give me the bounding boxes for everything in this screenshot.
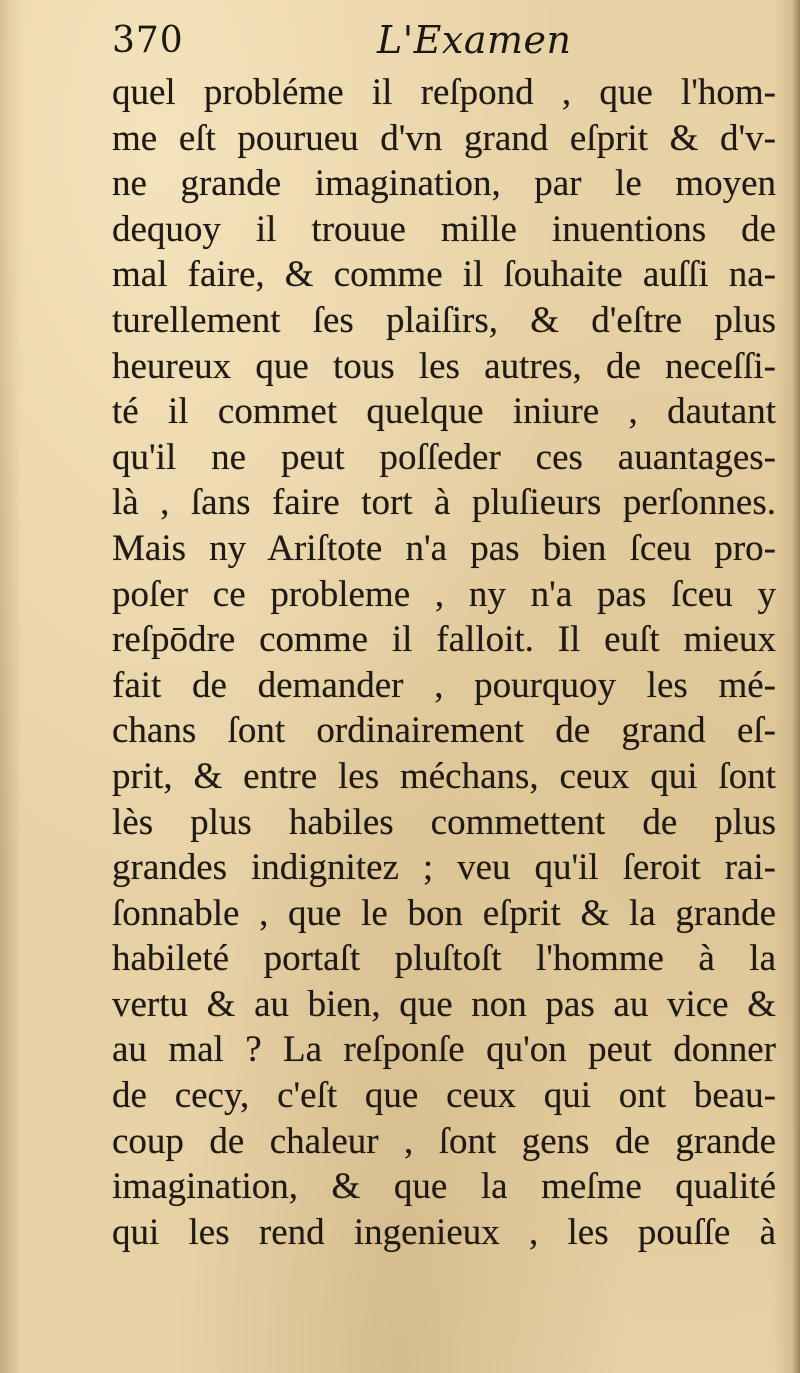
text-line: poſer ce probleme , ny n'a pas ſceu y <box>112 573 776 615</box>
page-header <box>112 14 772 70</box>
text-line: té il commet quelque iniure , dautant <box>112 391 776 433</box>
text-line: coup de chaleur , ſont gens de grande <box>112 1120 776 1162</box>
running-head: L'Examen <box>377 18 572 62</box>
text-line: Mais ny Ariſtote n'a pas bien ſceu pro- <box>112 527 776 569</box>
text-line: quel probléme il reſpond , que l'hom- <box>112 72 776 113</box>
text-line: turellement ſes plaiſirs, & d'eſtre plus <box>112 299 776 341</box>
page-number: 370 <box>112 20 184 61</box>
text-line: dequoy il trouue mille inuentions de <box>112 208 776 250</box>
text-line: fait de demander , pourquoy les mé- <box>112 664 776 706</box>
text-line: ſonnable , que le bon eſprit & la grande <box>112 892 776 934</box>
text-line: chans ſont ordinairement de grand eſ- <box>112 710 776 752</box>
text-line: de cecy, c'eſt que ceux qui ont beau- <box>112 1075 776 1117</box>
text-line: imagination, & que la meſme qualité <box>112 1166 776 1208</box>
text-line: au mal ? La reſponſe qu'on peut donner <box>112 1029 776 1071</box>
text-line: reſpōdre comme il falloit. Il euſt mieux <box>112 619 776 661</box>
text-line: là , ſans faire tort à pluſieurs perſonnes. <box>112 482 776 524</box>
text-line: heureux que tous les autres, de neceſſi- <box>112 345 776 387</box>
body-text <box>112 70 776 1255</box>
text-line: vertu & au bien, que non pas au vice & <box>112 983 776 1025</box>
text-line: me eſt pourueu d'vn grand eſprit & d'v- <box>112 117 776 159</box>
page-edge-shadow <box>792 0 800 1373</box>
text-line: mal faire, & comme il ſouhaite auſſi na- <box>112 254 776 296</box>
text-line: ne grande imagination, par le moyen <box>112 163 776 205</box>
text-line: qu'il ne peut poſſeder ces auantages- <box>112 436 776 478</box>
text-line: lès plus habiles commettent de plus <box>112 801 776 843</box>
text-line: prit, & entre les méchans, ceux qui ſont <box>112 755 776 797</box>
text-line: qui les rend ingenieux , les pouſſe à <box>112 1211 776 1253</box>
text-line: grandes indignitez ; veu qu'il ſeroit rai- <box>112 847 776 889</box>
text-line: habileté portaſt pluſtoſt l'homme à la <box>112 938 776 980</box>
